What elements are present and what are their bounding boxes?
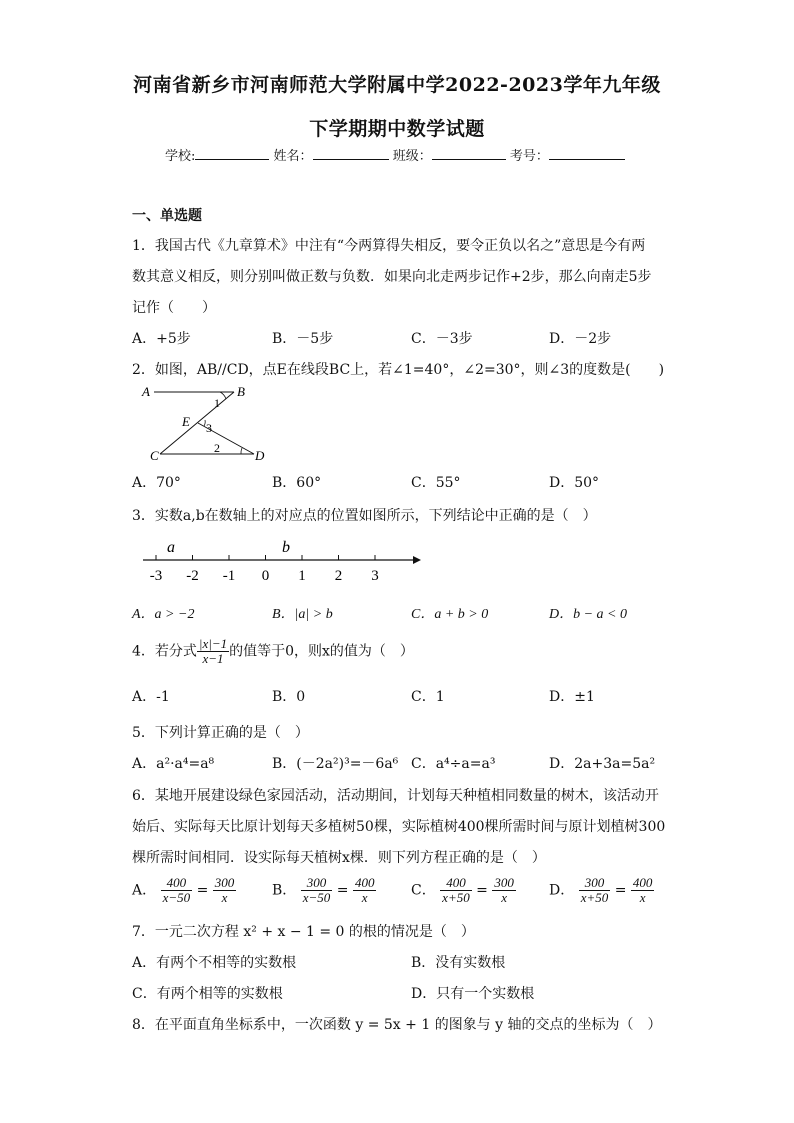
q6-option-a-left bbox=[161, 876, 193, 905]
frac-num: 300 bbox=[214, 875, 235, 890]
frac-den: x bbox=[501, 890, 507, 905]
angle-1-arc bbox=[220, 392, 226, 399]
frac-num: 400 bbox=[632, 875, 653, 890]
title-line-1: 河南省新乡市河南师范大学附属中学2022-2023学年九年级 bbox=[133, 74, 661, 96]
q2-figure bbox=[138, 382, 268, 464]
q1-option-b: B．－5步 bbox=[272, 331, 334, 347]
q2-option-d: D．50° bbox=[549, 475, 600, 491]
q3-stem: 3．实数a,b在数轴上的对应点的位置如图所示，下列结论中正确的是（ ） bbox=[132, 508, 597, 524]
q7-option-a: A．有两个不相等的实数根 bbox=[132, 955, 297, 971]
q6-option-b-right bbox=[353, 876, 377, 905]
frac-num: 300 bbox=[494, 875, 514, 890]
q1-option-a: A．+5步 bbox=[132, 331, 191, 347]
q4-frac-den: x−1 bbox=[202, 651, 224, 666]
label-a: A bbox=[142, 384, 150, 399]
q7-option-b: B．没有实数根 bbox=[411, 955, 506, 971]
q6-option-d bbox=[549, 876, 654, 905]
q1-option-c: C．－3步 bbox=[411, 331, 473, 347]
number-blank bbox=[549, 147, 625, 160]
q4-stem-post: 的值等于0，则x的值为（ ） bbox=[229, 643, 414, 660]
q3-option-b: B．|a| > b bbox=[272, 607, 333, 622]
q6-option-d-label: D． bbox=[549, 882, 575, 899]
q6-option-a-right bbox=[213, 876, 237, 905]
number-label: 考号： bbox=[509, 149, 549, 164]
axis-tick-label: 1 bbox=[298, 568, 306, 584]
q6-option-c-right bbox=[492, 876, 516, 905]
name-blank bbox=[313, 147, 389, 160]
q2-stem: 2．如图，AB//CD，点E在线段BC上，若∠1=40°，∠2=30°，则∠3的度数是( ) bbox=[132, 362, 665, 378]
q4-option-b: B．0 bbox=[272, 689, 306, 705]
q4-option-c: C．1 bbox=[411, 689, 445, 705]
q2-option-c: C．55° bbox=[411, 475, 461, 491]
q6-option-b-left bbox=[301, 876, 333, 905]
label-c: C bbox=[150, 448, 159, 463]
axis-tick-label: -1 bbox=[222, 568, 236, 584]
equals-sign: = bbox=[614, 882, 627, 899]
label-b: B bbox=[237, 384, 245, 399]
q6-option-b bbox=[272, 876, 376, 905]
q4-stem-pre: 4．若分式 bbox=[132, 643, 197, 660]
frac-num: 400 bbox=[354, 875, 375, 890]
frac-num: 300 bbox=[301, 876, 333, 891]
class-blank bbox=[432, 147, 506, 160]
axis-tick-label: 2 bbox=[334, 568, 343, 584]
q1-line-1: 1．我国古代《九章算术》中注有“今两算得失相反，要令正负以名之”意思是今有两 bbox=[132, 238, 646, 254]
q6-line-1: 6．某地开展建设绿色家园活动，活动期间，计划每天种植相同数量的树木，该活动开 bbox=[132, 788, 659, 804]
axis-tick-label: 0 bbox=[261, 568, 270, 584]
q4-fraction bbox=[197, 637, 229, 666]
equals-sign: = bbox=[476, 882, 488, 899]
frac-den: x−50 bbox=[302, 890, 331, 905]
point-a-label: a bbox=[167, 539, 175, 556]
label-angle-3: 3 bbox=[206, 421, 212, 435]
q5-option-b: B．(－2a²)³=－6a⁶ bbox=[272, 756, 399, 772]
q4-stem bbox=[132, 637, 414, 666]
q1-option-d: D．－2步 bbox=[549, 331, 612, 347]
axis-tick-label: 3 bbox=[371, 568, 379, 584]
q3-number-line bbox=[138, 535, 423, 587]
q6-line-2: 始后、实际每天比原计划每天多植树50棵，实际植树400棵所需时间与原计划植树300 bbox=[132, 819, 666, 835]
frac-num: 300 bbox=[579, 876, 611, 891]
axis-arrow bbox=[413, 556, 421, 564]
q3-option-c: C．a + b > 0 bbox=[411, 607, 489, 622]
q5-stem: 5．下列计算正确的是（ ） bbox=[132, 725, 309, 741]
school-blank bbox=[195, 147, 269, 160]
label-angle-2: 2 bbox=[214, 441, 220, 455]
q6-option-c bbox=[411, 876, 516, 905]
title-line-2: 下学期期中数学试题 bbox=[309, 118, 485, 140]
label-angle-1: 1 bbox=[214, 396, 220, 410]
frac-num: 400 bbox=[440, 876, 472, 891]
q4-option-a: A．-1 bbox=[132, 689, 170, 705]
q6-option-d-right bbox=[631, 876, 655, 905]
label-d: D bbox=[255, 448, 265, 463]
q7-option-c: C．有两个相等的实数根 bbox=[132, 986, 283, 1002]
q8-stem: 8．在平面直角坐标系中，一次函数 y = 5x + 1 的图象与 y 轴的交点的坐标为（ ） bbox=[132, 1017, 662, 1033]
q1-line-2: 数其意义相反，则分别叫做正数与负数．如果向北走两步记作+2步，那么向南走5步 bbox=[132, 269, 652, 285]
section-title: 一、单选题 bbox=[132, 208, 202, 224]
q6-option-a-label: A． bbox=[132, 882, 157, 899]
frac-den: x bbox=[361, 890, 368, 905]
q7-option-d: D．只有一个实数根 bbox=[411, 986, 535, 1002]
q6-option-c-label: C． bbox=[411, 882, 436, 899]
axis-tick-label: -3 bbox=[149, 568, 163, 584]
frac-den: x+50 bbox=[442, 890, 470, 905]
equals-sign: = bbox=[196, 882, 209, 899]
q6-option-b-label: B． bbox=[272, 882, 297, 899]
q5-option-a: A．a²·a⁴=a⁸ bbox=[132, 756, 215, 772]
frac-den: x bbox=[639, 890, 646, 905]
point-b-label: b bbox=[282, 539, 290, 556]
frac-num: 400 bbox=[161, 876, 193, 891]
q1-line-3: 记作（ ） bbox=[132, 300, 216, 316]
name-label: 姓名： bbox=[273, 149, 313, 164]
frac-den: x−50 bbox=[162, 890, 191, 905]
q4-frac-num: |x|−1 bbox=[198, 636, 228, 651]
q3-option-d: D．b − a < 0 bbox=[549, 607, 628, 622]
q2-option-a: A．70° bbox=[132, 475, 181, 491]
class-label: 班级： bbox=[392, 149, 432, 164]
axis-ticks bbox=[150, 555, 379, 584]
equals-sign: = bbox=[336, 882, 349, 899]
angle-2-arc bbox=[241, 448, 242, 454]
student-info-row bbox=[165, 145, 625, 164]
q5-option-c: C．a⁴÷a=a³ bbox=[411, 756, 496, 772]
q4-option-d: D．±1 bbox=[549, 689, 595, 705]
q6-option-a bbox=[132, 876, 236, 905]
q6-line-3: 棵所需时间相同．设实际每天植树x棵．则下列方程正确的是（ ） bbox=[132, 850, 546, 866]
frac-den: x bbox=[221, 890, 228, 905]
frac-den: x+50 bbox=[580, 890, 609, 905]
q3-option-a: A．a > −2 bbox=[132, 607, 195, 622]
q7-stem: 7．一元二次方程 x² + x − 1 = 0 的根的情况是（ ） bbox=[132, 924, 475, 940]
q6-option-d-left bbox=[579, 876, 611, 905]
line-bc bbox=[160, 392, 234, 454]
q5-option-d: D．2a+3a=5a² bbox=[549, 756, 656, 772]
axis-tick-label: -2 bbox=[186, 568, 199, 584]
q6-option-c-left bbox=[440, 876, 472, 905]
q2-option-b: B．60° bbox=[272, 475, 322, 491]
school-label: 学校: bbox=[165, 149, 196, 164]
label-e: E bbox=[182, 414, 190, 429]
